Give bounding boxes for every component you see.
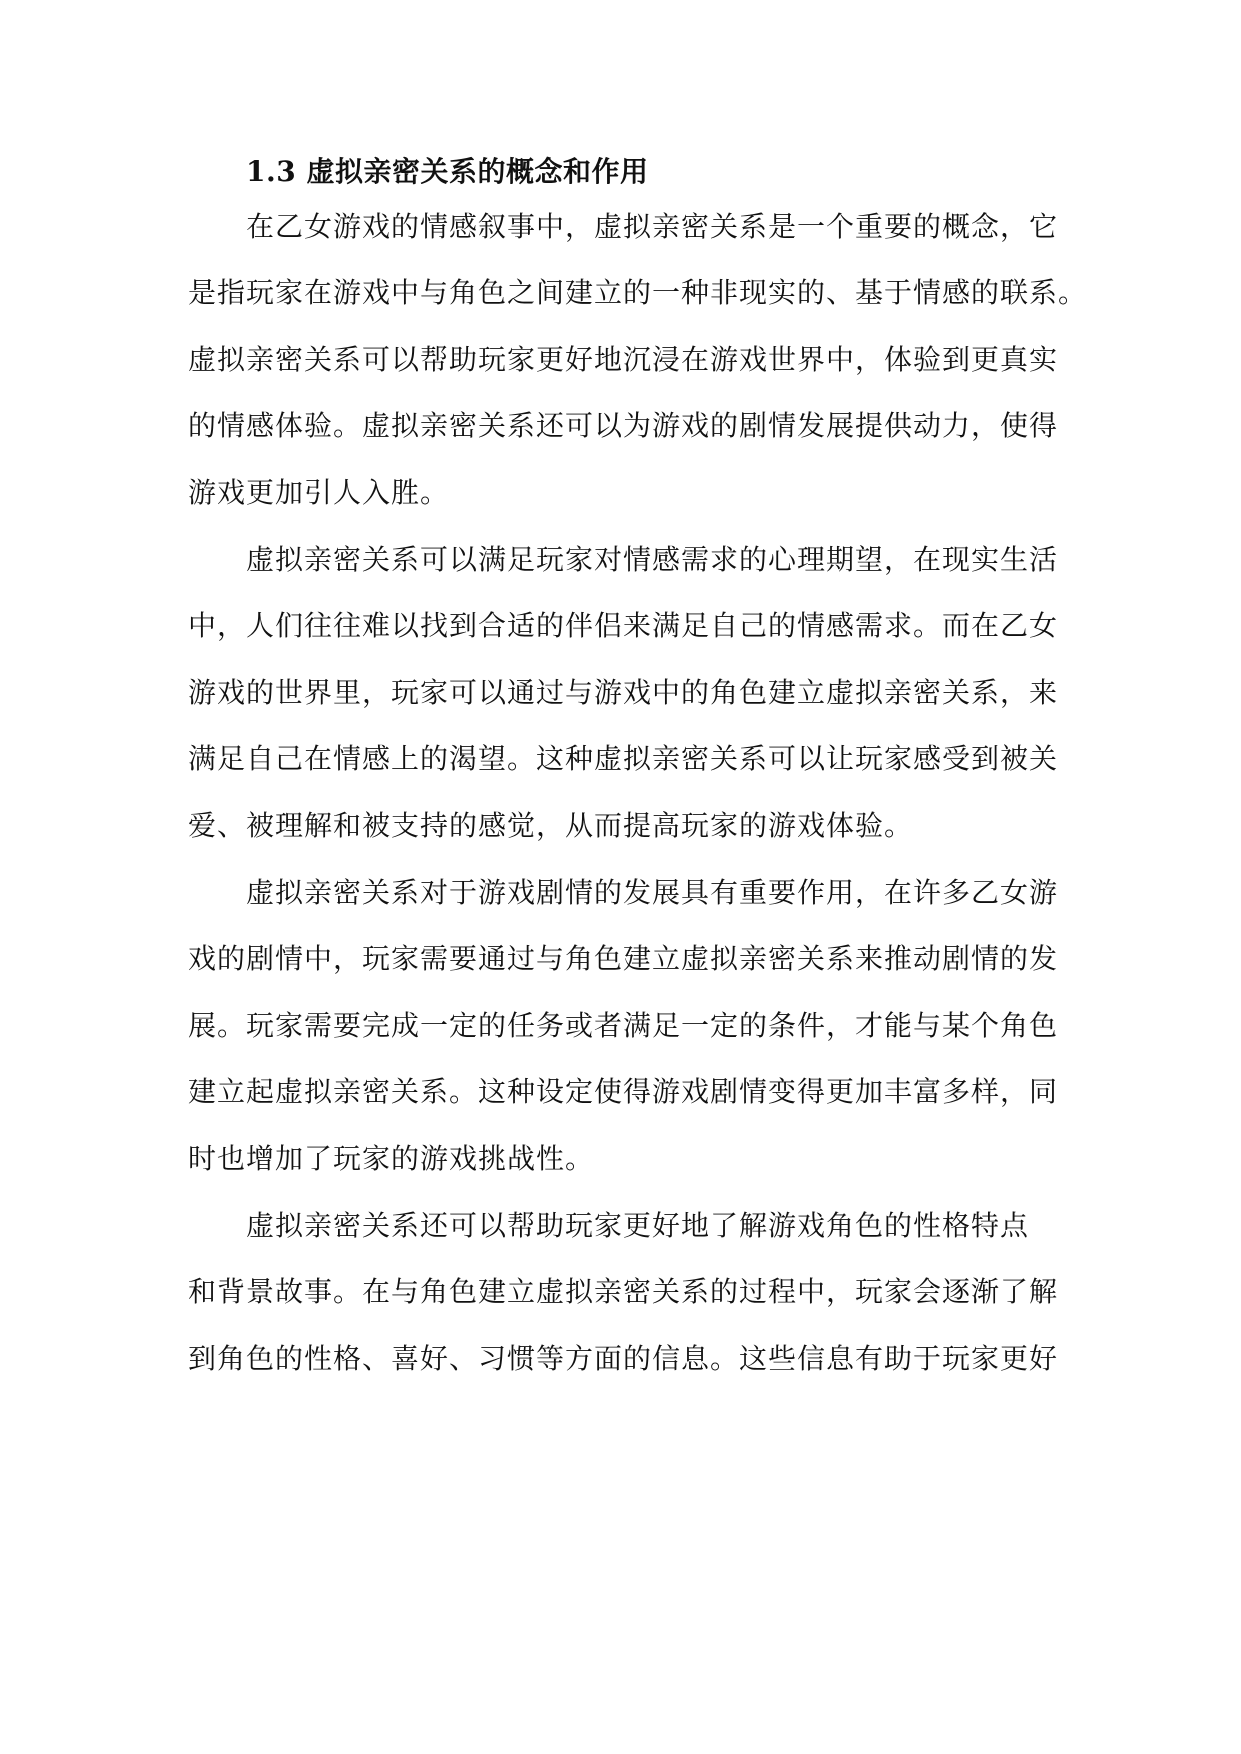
paragraph-3-line-1: 虚拟亲密关系对于游戏剧情的发展具有重要作用，在许多乙女游 (246, 876, 1059, 909)
paragraph-2-line-2: 中，人们往往难以找到合适的伴侣来满足自己的情感需求。而在乙女 (188, 609, 1059, 642)
paragraph-1-line-5: 游戏更加引人入胜。 (188, 476, 450, 509)
paragraph-2-line-3: 游戏的世界里，玩家可以通过与游戏中的角色建立虚拟亲密关系，来 (188, 676, 1059, 709)
paragraph-4-line-1: 虚拟亲密关系还可以帮助玩家更好地了解游戏角色的性格特点 (246, 1209, 1030, 1242)
paragraph-1-line-1: 在乙女游戏的情感叙事中，虚拟亲密关系是一个重要的概念，它 (246, 210, 1059, 243)
paragraph-1-line-4: 的情感体验。虚拟亲密关系还可以为游戏的剧情发展提供动力，使得 (188, 409, 1059, 442)
paragraph-3-line-5: 时也增加了玩家的游戏挑战性。 (188, 1142, 595, 1175)
paragraph-2-line-5: 爱、被理解和被支持的感觉，从而提高玩家的游戏体验。 (188, 809, 914, 842)
paragraph-1-line-2: 是指玩家在游戏中与角色之间建立的一种非现实的、基于情感的联系。 (188, 276, 1088, 309)
paragraph-3-line-4: 建立起虚拟亲密关系。这种设定使得游戏剧情变得更加丰富多样，同 (188, 1075, 1059, 1108)
paragraph-1-line-3: 虚拟亲密关系可以帮助玩家更好地沉浸在游戏世界中，体验到更真实 (188, 343, 1059, 376)
paragraph-3-line-2: 戏的剧情中，玩家需要通过与角色建立虚拟亲密关系来推动剧情的发 (188, 942, 1059, 975)
section-heading: 1.3 虚拟亲密关系的概念和作用 (246, 155, 649, 188)
paragraph-2-line-4: 满足自己在情感上的渴望。这种虚拟亲密关系可以让玩家感受到被关 (188, 742, 1059, 775)
paragraph-4-line-2: 和背景故事。在与角色建立虚拟亲密关系的过程中，玩家会逐渐了解 (188, 1275, 1059, 1308)
paragraph-2-line-1: 虚拟亲密关系可以满足玩家对情感需求的心理期望，在现实生活 (246, 543, 1059, 576)
paragraph-4-line-3: 到角色的性格、喜好、习惯等方面的信息。这些信息有助于玩家更好 (188, 1342, 1059, 1375)
paragraph-3-line-3: 展。玩家需要完成一定的任务或者满足一定的条件，才能与某个角色 (188, 1009, 1059, 1042)
